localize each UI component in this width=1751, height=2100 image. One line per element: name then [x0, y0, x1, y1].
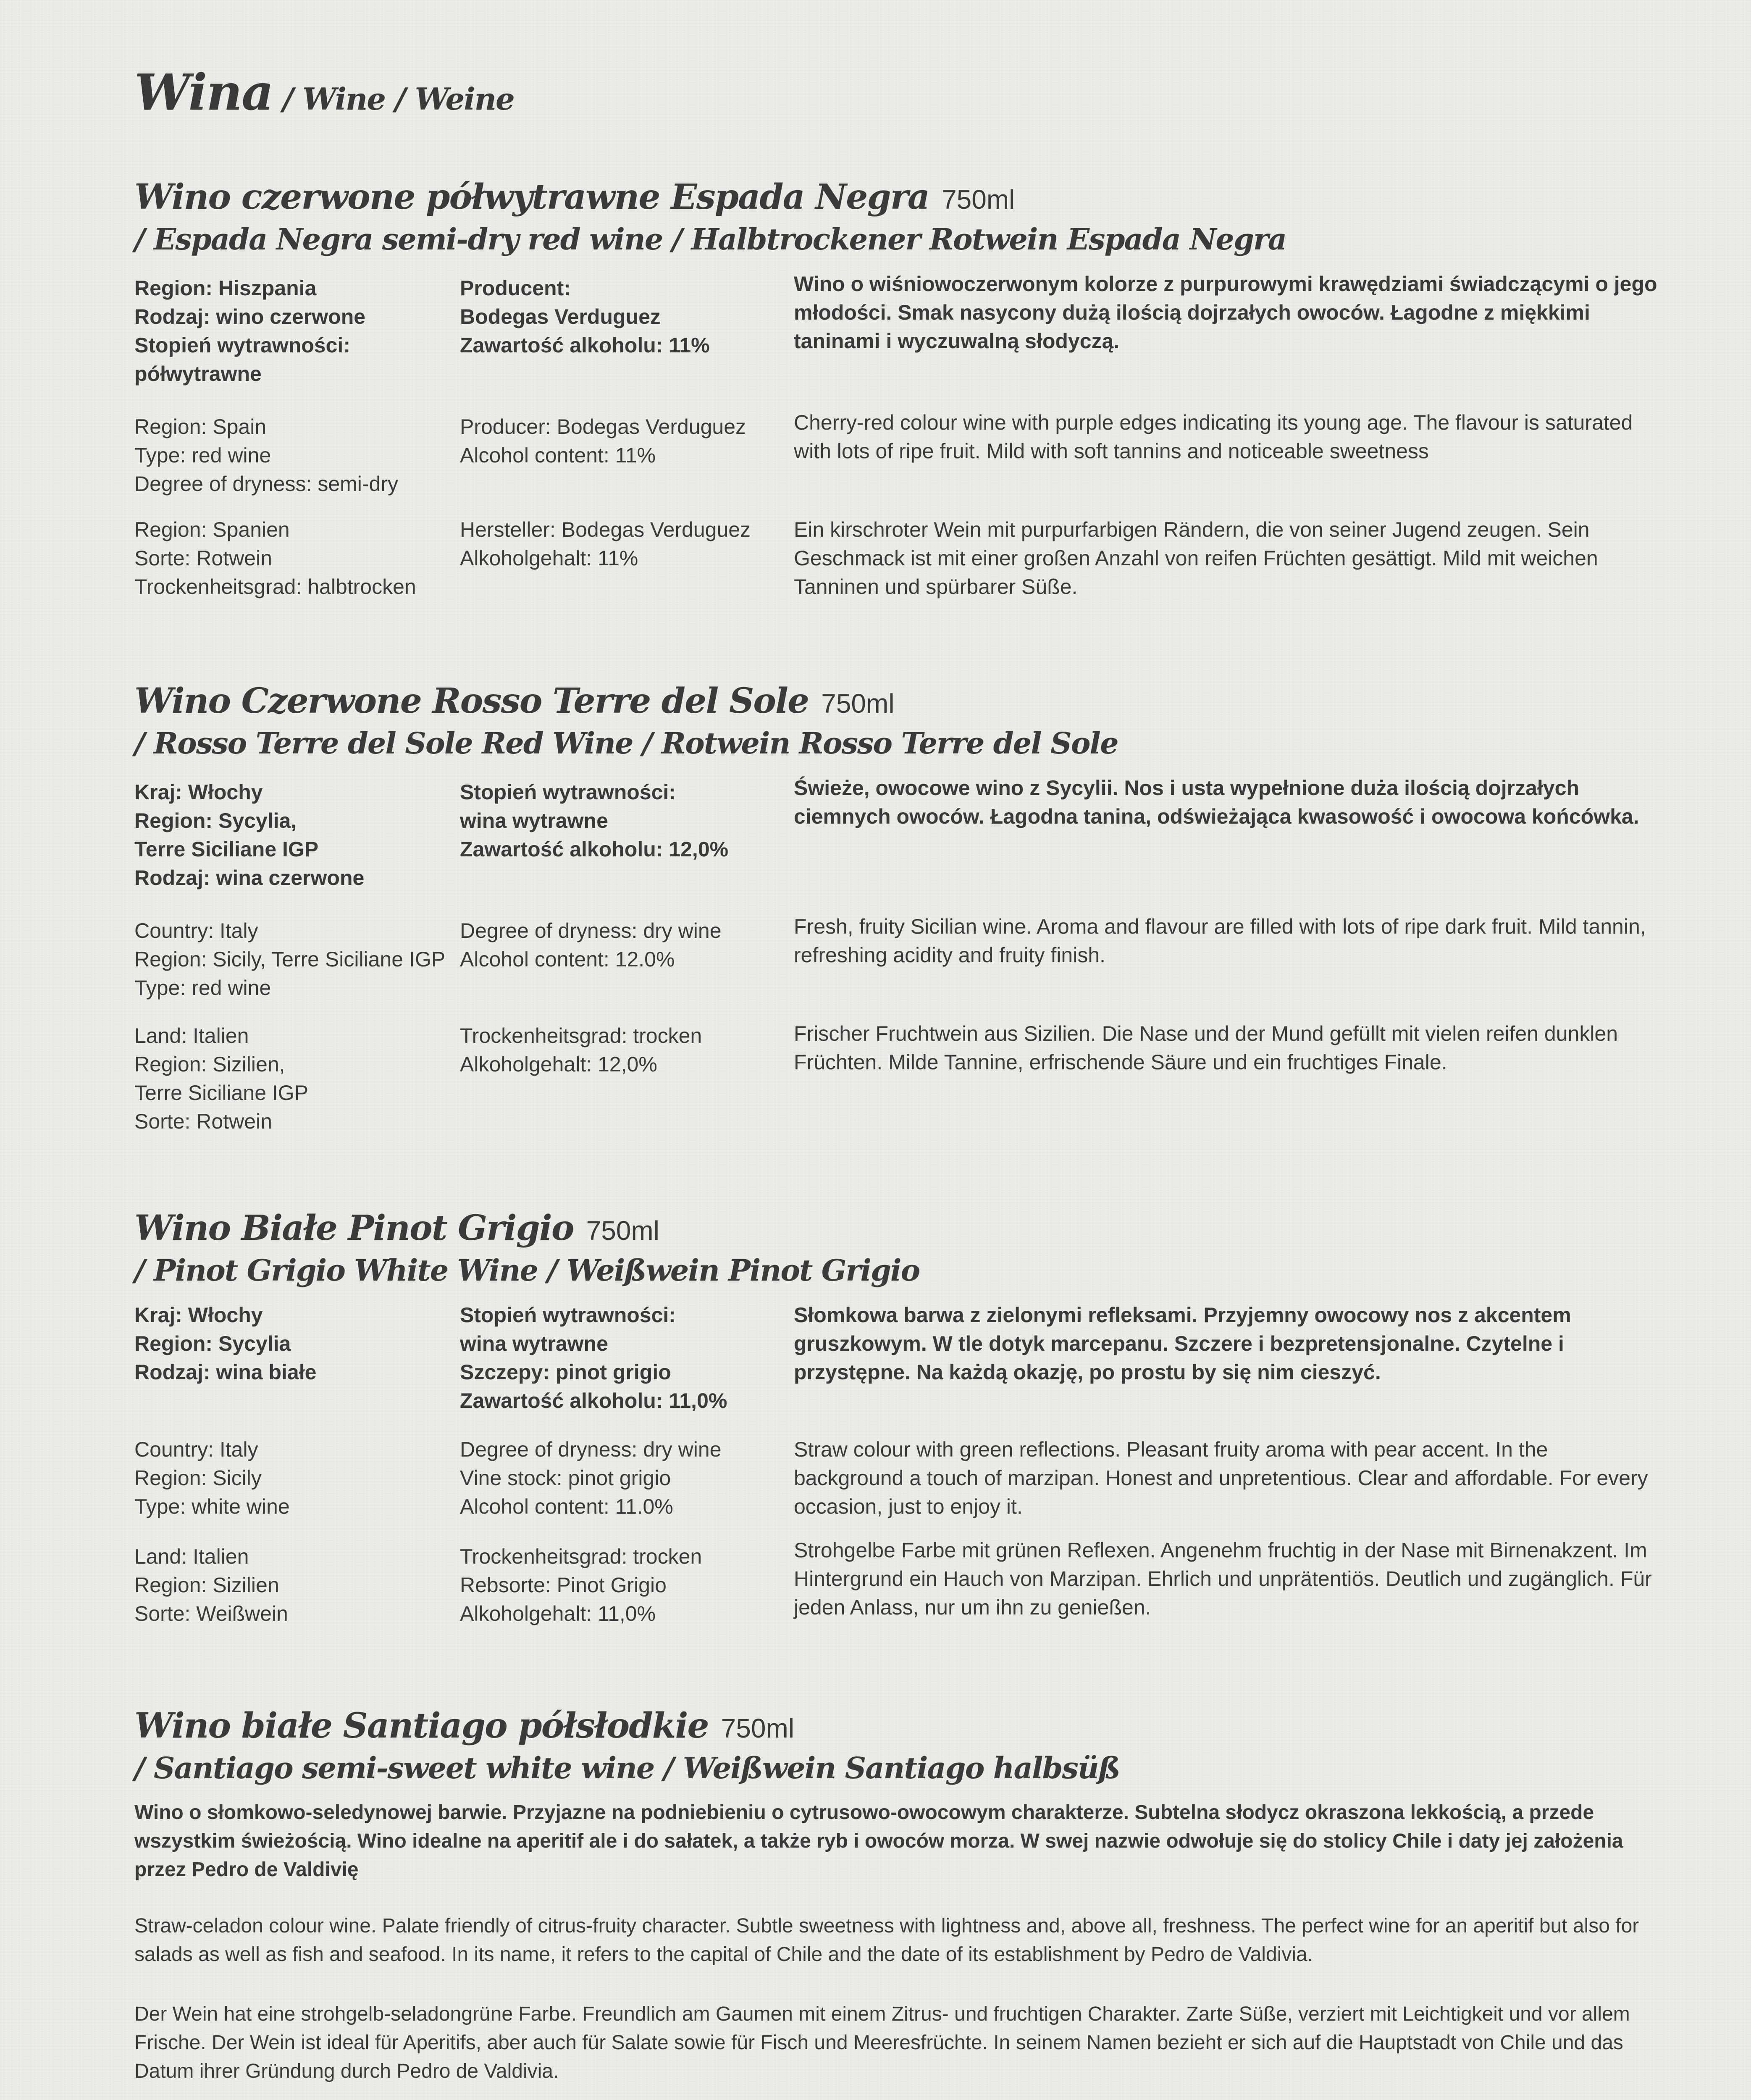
pl-info-col1: [134, 778, 445, 892]
en-info-col2: [460, 1435, 779, 1521]
info-line: Terre Siciliane IGP: [134, 837, 319, 861]
wine-details: [134, 274, 1663, 706]
info-line: Region: Sizilien: [134, 1573, 279, 1597]
info-line: wina wytrawne: [460, 1332, 608, 1356]
info-line: Degree of dryness: semi-dry: [134, 472, 399, 496]
title-main: Wina: [134, 63, 273, 121]
de-info-col1: [134, 515, 445, 601]
de-description: Frischer Fruchtwein aus Sizilien. Die Nase und der Mund gefüllt mit vielen reifen dunklen Früchten. Milde Tannine, erfrischende Säure und ein fruchtiges Finale.: [794, 1022, 1618, 1074]
info-line: Rodzaj: wina czerwone: [134, 866, 365, 890]
wine-subtitle: / Rosso Terre del Sole Red Wine / Rotwein Rosso Terre del Sole: [134, 726, 1118, 761]
en-info-col2: [460, 412, 779, 470]
wine-name-text: Wino Czerwone Rosso Terre del Sole: [134, 681, 809, 721]
info-line: Stopień wytrawności:: [460, 1303, 676, 1327]
wine-details: [134, 1798, 1663, 2092]
info-line: Sorte: Rotwein: [134, 546, 272, 570]
wine-name: [134, 1705, 1663, 1746]
en-info-col1: [134, 916, 454, 1002]
wine-details: [134, 778, 1663, 1156]
en-info-col1: [134, 412, 445, 498]
info-line: Sorte: Rotwein: [134, 1110, 272, 1134]
pl-description: Świeże, owocowe wino z Sycylii. Nos i usta wypełnione duża ilością dojrzałych ciemnych owoców. Łagodna tanina, odświeżająca kwasowość i owocowa końcówka.: [794, 776, 1639, 829]
pl-info-col2: [460, 1301, 779, 1415]
en-info-col2: [460, 916, 779, 974]
pl-info-col1: [134, 274, 445, 388]
de-description: Ein kirschroter Wein mit purpurfarbigen Rändern, die von seiner Jugend zeugen. Sein Geschmack ist mit einer großen Anzahl von reifen Früchten gesättigt. Mild mit weichen Tanninen und spürbarer Süße.: [794, 518, 1598, 599]
pl-description: Wino o słomkowo-seledynowej barwie. Przyjazne na podniebieniu o cytrusowo-owocowym charakterze. Subtelna słodycz okraszona lekkością, a przede wszystkim świeżością. Wino idealne na aperitif ale i do sałatek, a także ryb i owoców morza. W swej nazwie odwołuje się do stolicy Chile i daty jej założenia przez Pedro de Valdivię: [134, 1801, 1623, 1881]
info-line: wina wytrawne: [460, 809, 608, 833]
info-line: Producent:: [460, 276, 571, 300]
wine-name-text: Wino białe Santiago półsłodkie: [134, 1706, 709, 1746]
wine-name-text: Wino Białe Pinot Grigio: [134, 1208, 574, 1248]
wine-volume: 750ml: [586, 1215, 659, 1246]
info-line: półwytrawne: [134, 362, 262, 386]
en-description: Straw colour with green reflections. Pleasant fruity aroma with pear accent. In the background a touch of marzipan. Honest and unpretentious. Clear and affordable. For every occasion, just to enjoy it.: [794, 1438, 1648, 1519]
info-line: Type: red wine: [134, 976, 271, 1000]
info-line: Land: Italien: [134, 1024, 249, 1048]
info-line: Region: Sycylia: [134, 1332, 291, 1356]
info-line: Alkoholgehalt: 12,0%: [460, 1053, 657, 1076]
info-line: Region: Sizilien,: [134, 1053, 285, 1076]
wine-name: [134, 1208, 1663, 1249]
info-line: Vine stock: pinot grigio: [460, 1466, 671, 1490]
de-info-col2: [460, 1021, 779, 1079]
wine-subtitle: / Espada Negra semi-dry red wine / Halbtrockener Rotwein Espada Negra: [134, 222, 1286, 257]
info-line: Region: Spain: [134, 415, 267, 439]
info-line: Alkoholgehalt: 11,0%: [460, 1602, 656, 1626]
info-line: Bodegas Verduguez: [460, 305, 661, 329]
page-title: [134, 63, 514, 121]
info-line: Producer: Bodegas Verduguez: [460, 415, 746, 439]
info-line: Degree of dryness: dry wine: [460, 919, 722, 943]
info-line: Szczepy: pinot grigio: [460, 1360, 671, 1384]
wine-section-pinot-grigio: [134, 1208, 1663, 1649]
info-line: Region: Sicily, Terre Siciliane IGP: [134, 948, 446, 971]
info-line: Type: white wine: [134, 1495, 290, 1519]
en-info-col1: [134, 1435, 445, 1521]
info-line: Region: Hiszpania: [134, 276, 317, 300]
info-line: Trockenheitsgrad: halbtrocken: [134, 575, 416, 599]
pl-description: Słomkowa barwa z zielonymi refleksami. Przyjemny owocowy nos z akcentem gruszkowym. W tle dotyk marcepanu. Szczere i bezpretensjonalne. Czytelne i przystępne. Na każdą okazję, po prostu by się nim cieszyć.: [794, 1303, 1571, 1384]
info-line: Zawartość alkoholu: 12,0%: [460, 837, 729, 861]
info-line: Alcohol content: 12.0%: [460, 948, 675, 971]
pl-info-col1: [134, 1301, 445, 1386]
info-line: Alcohol content: 11.0%: [460, 1495, 673, 1519]
wine-name: [134, 176, 1663, 218]
info-line: Stopień wytrawności:: [134, 333, 350, 357]
info-line: Type: red wine: [134, 444, 271, 467]
info-line: Sorte: Weißwein: [134, 1602, 288, 1626]
info-line: Hersteller: Bodegas Verduguez: [460, 518, 751, 542]
info-line: Stopień wytrawności:: [460, 780, 676, 804]
de-description: Strohgelbe Farbe mit grünen Reflexen. Angenehm fruchtig in der Nase mit Birnenakzent. Im Hintergrund ein Hauch von Marzipan. Ehrlich und unprätentiös. Deutlich und zugänglich. Für jeden Anlass, nur um ihn zu genießen.: [794, 1538, 1652, 1620]
wine-volume: 750ml: [721, 1713, 795, 1743]
info-line: Alkoholgehalt: 11%: [460, 546, 638, 570]
info-line: Terre Siciliane IGP: [134, 1081, 309, 1105]
en-description: Fresh, fruity Sicilian wine. Aroma and flavour are filled with lots of ripe dark fruit. Mild tannin, refreshing acidity and fruity finish.: [794, 915, 1646, 967]
pl-description: Wino o wiśniowoczerwonym kolorze z purpurowymi krawędziami świadczącymi o jego młodości. Smak nasycony dużą ilością dojrzałych owoców. Łagodne z miękkimi taninami i wyczuwalną słodyczą.: [794, 272, 1657, 353]
info-line: Zawartość alkoholu: 11%: [460, 333, 710, 357]
info-line: Country: Italy: [134, 1438, 258, 1462]
wine-name: [134, 680, 1663, 722]
wine-volume: 750ml: [821, 688, 895, 719]
de-info-col1: [134, 1021, 445, 1136]
title-sub: / Wine / Weine: [273, 81, 514, 117]
wine-name-text: Wino czerwone półwytrawne Espada Negra: [134, 177, 929, 217]
info-line: Alcohol content: 11%: [460, 444, 656, 467]
info-line: Land: Italien: [134, 1545, 249, 1569]
info-line: Region: Spanien: [134, 518, 290, 542]
info-line: Kraj: Włochy: [134, 1303, 263, 1327]
info-line: Trockenheitsgrad: trocken: [460, 1545, 702, 1569]
info-line: Rebsorte: Pinot Grigio: [460, 1573, 667, 1597]
info-line: Region: Sycylia,: [134, 809, 297, 833]
de-info-col2: [460, 1542, 779, 1628]
info-line: Kraj: Włochy: [134, 780, 263, 804]
info-line: Degree of dryness: dry wine: [460, 1438, 722, 1462]
wine-section-rosso-terre-del-sole: [134, 680, 1663, 1156]
wine-section-santiago-white: [134, 1705, 1663, 2092]
de-description: Der Wein hat eine strohgelb-seladongrüne Farbe. Freundlich am Gaumen mit einem Zitrus- und fruchtigen Charakter. Zarte Süße, verziert mit Leichtigkeit und vor allem Frische. Der Wein ist ideal für Aperitifs, aber auch für Salate sowie für Fisch und Meeresfrüchte. In seinem Namen bezieht er sich auf die Hauptstadt von Chile und das Datum ihrer Gründung durch Pedro de Valdivia.: [134, 2003, 1630, 2083]
de-info-col1: [134, 1542, 445, 1628]
en-description: Cherry-red colour wine with purple edges indicating its young age. The flavour is saturated with lots of ripe fruit. Mild with soft tannins and noticeable sweetness: [794, 411, 1633, 463]
de-info-col2: [460, 515, 779, 572]
pl-info-col2: [460, 778, 779, 864]
wine-section-espada-negra: [134, 176, 1663, 706]
wine-subtitle: / Santiago semi-sweet white wine / Weißwein Santiago halbsüß: [134, 1751, 1120, 1786]
info-line: Zawartość alkoholu: 11,0%: [460, 1389, 727, 1413]
info-line: Country: Italy: [134, 919, 258, 943]
wine-details: [134, 1301, 1663, 1649]
wine-subtitle: / Pinot Grigio White Wine / Weißwein Pinot Grigio: [134, 1253, 920, 1288]
wine-volume: 750ml: [942, 184, 1015, 215]
info-line: Trockenheitsgrad: trocken: [460, 1024, 702, 1048]
info-line: Region: Sicily: [134, 1466, 262, 1490]
info-line: Rodzaj: wino czerwone: [134, 305, 366, 329]
en-description: Straw-celadon colour wine. Palate friendly of citrus-fruity character. Subtle sweetness with lightness and, above all, freshness. The perfect wine for an aperitif but also for salads as well as fish and seafood. In its name, it refers to the capital of Chile and the date of its establishment by Pedro de Valdivia.: [134, 1915, 1639, 1966]
info-line: Rodzaj: wina białe: [134, 1360, 317, 1384]
pl-info-col2: [460, 274, 779, 360]
